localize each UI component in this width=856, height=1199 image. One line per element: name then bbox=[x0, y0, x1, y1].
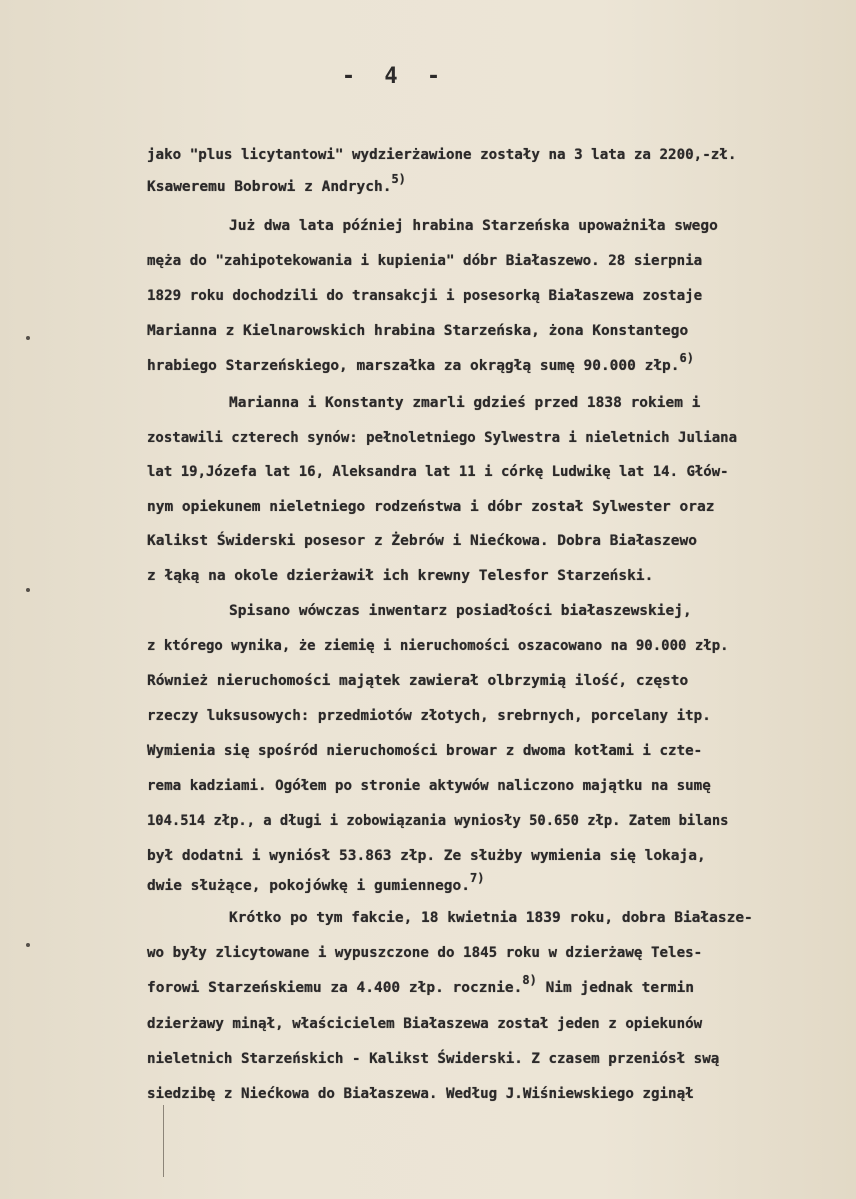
text-line: Kalikst Świderski posesor z Żebrów i Niećkowa. Dobra Białaszewo bbox=[147, 533, 697, 549]
line-text: forowi Starzeńskiemu za 4.400 złp. rocznie. bbox=[147, 980, 523, 996]
footnote-ref: 8) bbox=[522, 973, 537, 988]
margin-dot bbox=[26, 336, 30, 340]
text-line: Wymienia się spośród nieruchomości browar z dwoma kotłami i czte- bbox=[147, 743, 703, 759]
text-line: zostawili czterech synów: pełnoletniego Sylwestra i nieletnich Juliana bbox=[147, 430, 738, 446]
line-text: hrabiego Starzeńskiego, marszałka za okrągłą sumę 90.000 złp. bbox=[147, 358, 680, 374]
margin-rule bbox=[163, 1105, 164, 1177]
text-line: jako "plus licytantowi" wydzierżawione zostały na 3 lata za 2200,-zł. bbox=[147, 147, 737, 163]
text-line: rema kadziami. Ogółem po stronie aktywów naliczono majątku na sumę bbox=[147, 778, 711, 794]
text-line bbox=[147, 973, 694, 998]
text-line: męża do "zahipotekowania i kupienia" dóbr Białaszewo. 28 sierpnia bbox=[147, 253, 703, 269]
text-line: nieletnich Starzeńskich - Kalikst Świderski. Z czasem przeniósł swą bbox=[147, 1051, 720, 1067]
text-line: z którego wynika, że ziemię i nieruchomości oszacowano na 90.000 złp. bbox=[147, 638, 729, 654]
text-line: lat 19,Józefa lat 16, Aleksandra lat 11 i córkę Ludwikę lat 14. Głów- bbox=[147, 464, 729, 480]
text-line: rzeczy luksusowych: przedmiotów złotych, srebrnych, porcelany itp. bbox=[147, 708, 711, 724]
margin-dot bbox=[26, 943, 30, 947]
text-line: Marianna z Kielnarowskich hrabina Starzeńska, żona Konstantego bbox=[147, 323, 689, 339]
margin-dot bbox=[26, 588, 30, 592]
text-line: nym opiekunem nieletniego rodzeństwa i dóbr został Sylwester oraz bbox=[147, 499, 715, 515]
text-line bbox=[147, 351, 694, 376]
text-line: Już dwa lata później hrabina Starzeńska upoważniła swego bbox=[229, 218, 718, 234]
text-line: dzierżawy minął, właścicielem Białaszewa został jeden z opiekunów bbox=[147, 1016, 703, 1032]
text-line: Krótko po tym fakcie, 18 kwietnia 1839 roku, dobra Białasze- bbox=[229, 910, 753, 926]
footnote-ref: 7) bbox=[470, 871, 485, 886]
line-text: Ksaweremu Bobrowi z Andrych. bbox=[147, 179, 392, 195]
line-text: dwie służące, pokojówkę i gumiennego. bbox=[147, 878, 471, 894]
text-line: wo były zlicytowane i wypuszczone do 1845 roku w dzierżawę Teles- bbox=[147, 945, 703, 961]
text-line: z łąką na okole dzierżawił ich krewny Telesfor Starzeński. bbox=[147, 568, 654, 584]
text-line: Marianna i Konstanty zmarli gdzieś przed 1838 rokiem i bbox=[229, 395, 701, 411]
text-line: siedzibę z Niećkowa do Białaszewa. Według J.Wiśniewskiego zginął bbox=[147, 1086, 694, 1102]
line-text-continued: Nim jednak termin bbox=[536, 980, 694, 996]
text-line bbox=[147, 871, 485, 896]
text-line: był dodatni i wyniósł 53.863 złp. Ze służby wymienia się lokaja, bbox=[147, 848, 706, 864]
footnote-ref: 5) bbox=[391, 172, 406, 187]
footnote-ref: 6) bbox=[679, 351, 694, 366]
text-line: 1829 roku dochodzili do transakcji i posesorką Białaszewa zostaje bbox=[147, 288, 703, 304]
text-line: Również nieruchomości majątek zawierał olbrzymią ilość, często bbox=[147, 673, 689, 689]
page-number: - 4 - bbox=[341, 64, 449, 89]
text-line bbox=[147, 172, 406, 197]
text-line: Spisano wówczas inwentarz posiadłości białaszewskiej, bbox=[229, 603, 692, 619]
text-line: 104.514 złp., a długi i zobowiązania wyniosły 50.650 złp. Zatem bilans bbox=[147, 813, 729, 829]
